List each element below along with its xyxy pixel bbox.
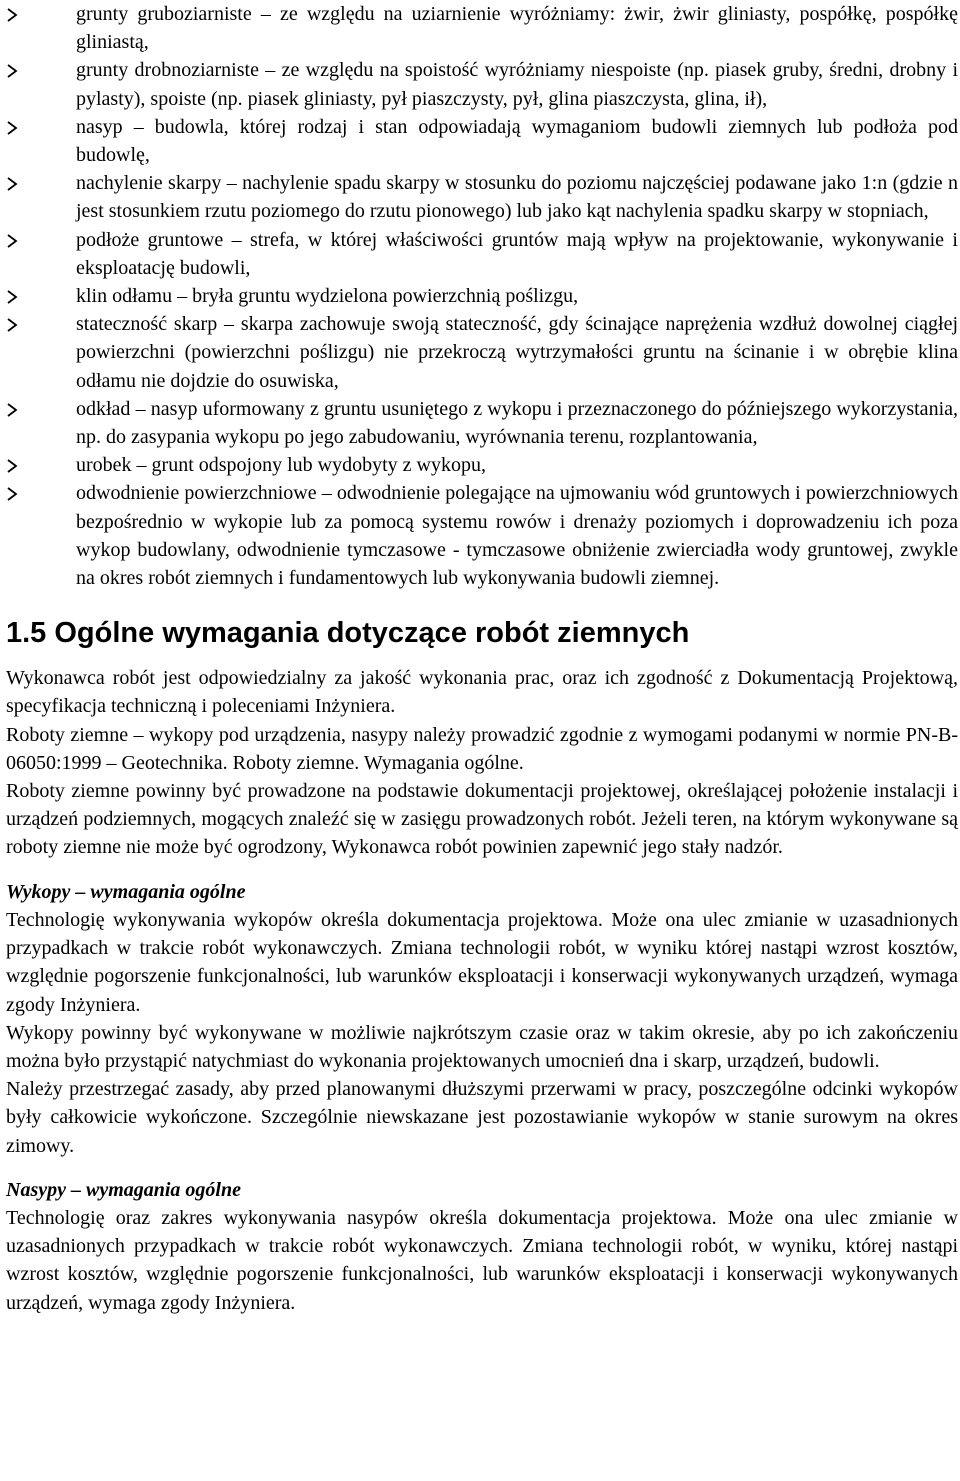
list-item (6, 0, 958, 56)
arrow-bullet-icon (6, 57, 22, 85)
list-item-text: grunty gruboziarniste – ze względu na uziarnienie wyróżniamy: żwir, żwir gliniasty, pospółkę, pospółkę gliniastą, (76, 3, 958, 54)
arrow-bullet-icon (6, 396, 22, 424)
wykopy-heading: Wykopy – wymagania ogólne (6, 880, 246, 903)
list-item (6, 282, 958, 310)
arrow-bullet-icon (6, 480, 22, 508)
nasypy-paragraph: Technologię oraz zakres wykonywania nasypów określa dokumentacja projektowa. Może ona ulec zmianie w uzasadnionych przypadkach w trakcie robót wykonawczych. Zmiana technologii robót, w wyniku, której nastąpi wzrost kosztów, względnie pogorszenie funkcjonalności, lub warunków eksploatacji i konserwacji wykonywanych urządzeń, wymaga zgody Inżyniera. (6, 1206, 958, 1314)
arrow-bullet-icon (6, 283, 22, 311)
list-item-text: stateczność skarp – skarpa zachowuje swoją stateczność, gdy ścinające naprężenia wzdłuż dowolnej ciągłej powierzchni (powierzchni poślizgu) nie przekroczą wytrzymałości gruntu na ścinanie i w obrębie klina odłamu nie dojdzie do osuwiska, (76, 313, 958, 392)
list-item (6, 169, 958, 225)
list-item-text: odwodnienie powierzchniowe – odwodnienie polegające na ujmowaniu wód gruntowych i powierzchniowych bezpośrednio w wykopie lub za pomocą systemu rowów i drenaży poziomych i doprowadzeniu ich poza wykop budowlany, odwodnienie tymczasowe - tymczasowe obniżenie zwierciadła wody gruntowej, zwykle na okres robót ziemnych i fundamentowych lub wykonywania budowli ziemnej. (76, 482, 958, 590)
section-paragraph: Wykonawca robót jest odpowiedzialny za jakość wykonania prac, oraz ich zgodność z Dokumentacją Projektową, specyfikacja techniczną i poleceniami Inżyniera. (6, 667, 958, 718)
wykopy-paragraph: Technologię wykonywania wykopów określa dokumentacja projektowa. Może ona ulec zmianie w uzasadnionych przypadkach w trakcie robót wykonawczych. Zmiana technologii robót, w wyniku której nastąpi wzrost kosztów, względnie pogorszenie funkcjonalności, lub warunków eksploatacji i konserwacji wykonywanych urządzeń, wymaga zgody Inżyniera. (6, 908, 958, 1016)
wykopy-paragraph: Wykopy powinny być wykonywane w możliwie najkrótszym czasie oraz w takim okresie, aby po ich zakończeniu można było przystąpić natychmiast do wykonania projektowanych umocnień dna i skarp, urządzeń, budowli. (6, 1021, 958, 1072)
list-item-text: grunty drobnoziarniste – ze względu na spoistość wyróżniamy niespoiste (np. piasek gruby, średni, drobny i pylasty), spoiste (np. piasek gliniasty, pył piaszczysty, pył, glina piaszczysta, glina, ił), (76, 59, 958, 110)
arrow-bullet-icon (6, 1, 22, 29)
arrow-bullet-icon (6, 114, 22, 142)
section-paragraph: Roboty ziemne powinny być prowadzone na podstawie dokumentacji projektowej, określającej położenie instalacji i urządzeń podziemnych, mogących znaleźć się w zasięgu prowadzonych robót. Jeżeli teren, na którym wykonywane są roboty ziemne nie może być ogrodzony, Wykonawca robót powinien zapewnić jego stały nadzór. (6, 780, 958, 859)
arrow-bullet-icon (6, 311, 22, 339)
arrow-bullet-icon (6, 227, 22, 255)
list-item-text: podłoże gruntowe – strefa, w której właściwości gruntów mają wpływ na projektowanie, wykonywanie i eksploatację budowli, (76, 228, 958, 279)
list-item-text: klin odłamu – bryła gruntu wydzielona powierzchnią poślizgu, (76, 285, 579, 308)
list-item (6, 226, 958, 282)
document-page (6, 0, 958, 1317)
list-item (6, 56, 958, 112)
definitions-list (6, 0, 958, 592)
wykopy-paragraph: Należy przestrzegać zasady, aby przed planowanymi dłuższymi przerwami w pracy, poszczególne odcinki wykopów były całkowicie wykończone. Szczególnie niewskazane jest pozostawianie wykopów w stanie surowym na okres zimowy. (6, 1078, 958, 1157)
list-item (6, 310, 958, 395)
list-item (6, 395, 958, 451)
list-item-text: urobek – grunt odspojony lub wydobyty z wykopu, (76, 454, 486, 477)
list-item (6, 451, 958, 479)
nasypy-heading: Nasypy – wymagania ogólne (6, 1178, 241, 1201)
list-item-text: nasyp – budowla, której rodzaj i stan odpowiadają wymaganiom budowli ziemnych lub podłoża pod budowlę, (76, 115, 958, 167)
arrow-bullet-icon (6, 452, 22, 480)
list-item (6, 113, 958, 169)
section-paragraph: Roboty ziemne – wykopy pod urządzenia, nasypy należy prowadzić zgodnie z wymogami podanymi w normie PN-B-06050:1999 – Geotechnika. Roboty ziemne. Wymagania ogólne. (6, 723, 958, 774)
list-item-text: nachylenie skarpy – nachylenie spadu skarpy w stosunku do poziomu najczęściej podawane jako 1:n (gdzie n jest stosunkiem rzutu poziomego do rzutu pionowego) lub jako kąt nachylenia spadku skarpy w stopniach, (76, 172, 958, 223)
list-item (6, 479, 958, 592)
arrow-bullet-icon (6, 170, 22, 198)
section-heading: 1.5 Ogólne wymagania dotyczące robót ziemnych (6, 617, 690, 650)
list-item-text: odkład – nasyp uformowany z gruntu usuniętego z wykopu i przeznaczonego do późniejszego wykorzystania, np. do zasypania wykopu po jego zabudowaniu, wyrównania terenu, rozplantowania, (76, 397, 958, 449)
